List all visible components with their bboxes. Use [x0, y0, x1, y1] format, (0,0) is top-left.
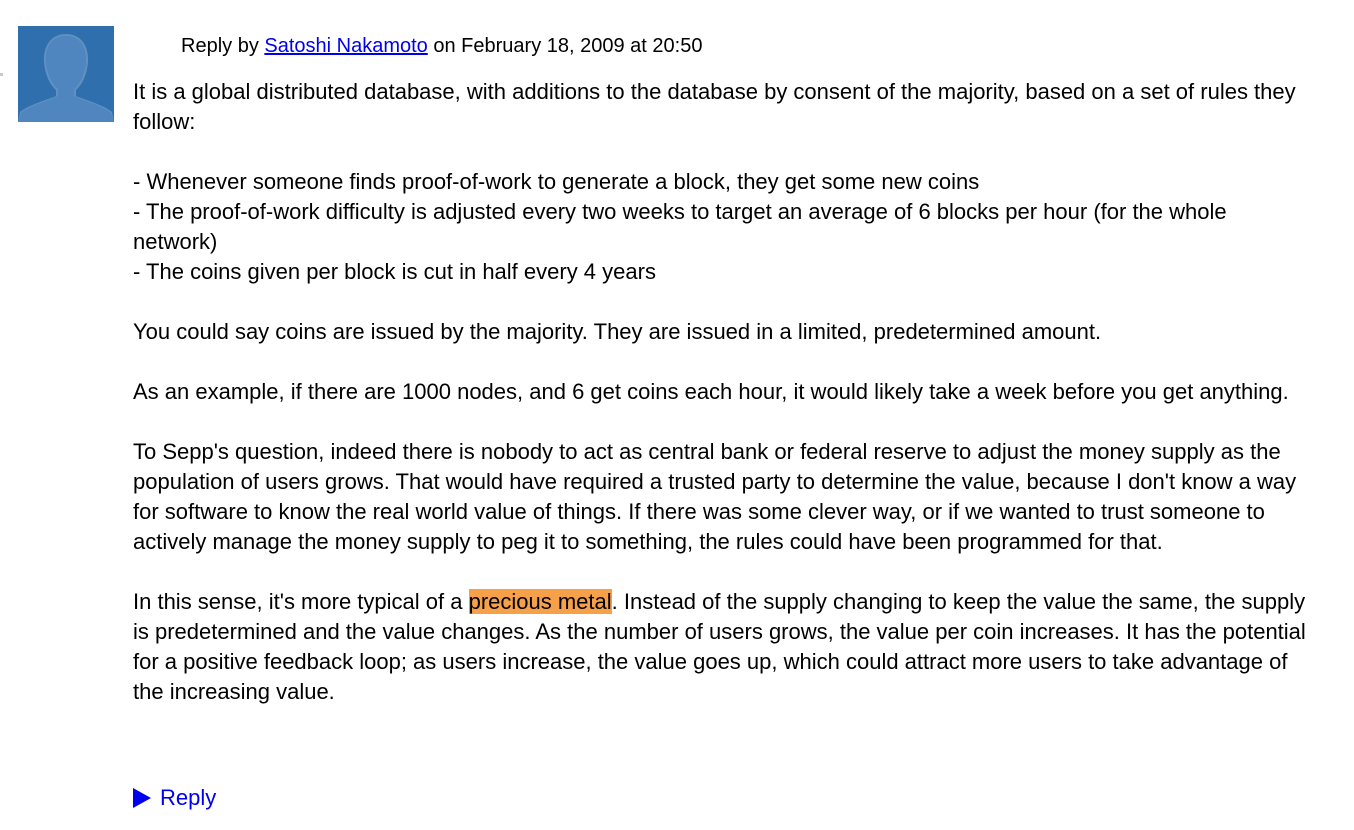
on-label: on — [433, 35, 456, 57]
comment-time: 20:50 — [652, 35, 703, 57]
highlighted-phrase: precious metal — [468, 589, 612, 614]
default-user-avatar-icon — [18, 26, 114, 122]
edge-marker — [0, 73, 3, 76]
comment-date: February 18, 2009 — [461, 35, 625, 57]
rule-list-item: - The coins given per block is cut in half every 4 years — [133, 259, 656, 284]
reply-by-label: Reply by — [181, 35, 259, 57]
reply-label: Reply — [160, 785, 217, 810]
comment-header — [181, 33, 702, 59]
paragraph-text-after: . Instead of the supply changing to keep the value the same, the supply is predetermined and the value changes. As the number of users grows, the value per coin increases. It has the potential for a positive feedback loop; as users increase, the value goes up, which could attract more users to take advantage of the increasing value. — [133, 589, 1306, 704]
paragraph-text-before: In this sense, it's more typical of a — [133, 589, 463, 614]
paragraph-example: As an example, if there are 1000 nodes, and 6 get coins each hour, it would likely take a week before you get anything. — [133, 379, 1289, 404]
paragraph-issuance: You could say coins are issued by the majority. They are issued in a limited, predetermined amount. — [133, 319, 1102, 344]
rule-list-item: - The proof-of-work difficulty is adjusted every two weeks to target an average of 6 blocks per hour (for the whole network) — [133, 199, 1227, 254]
at-label: at — [630, 35, 647, 57]
comment-body — [133, 77, 1313, 707]
paragraph-central-bank: To Sepp's question, indeed there is nobody to act as central bank or federal reserve to adjust the money supply as the population of users grows. That would have required a trusted party to determine the value, because I don't know a way for software to know the real world value of things. If there was some clever way, or if we wanted to trust someone to actively manage the money supply to peg it to something, the rules could have been programmed for that. — [133, 439, 1297, 554]
author-link[interactable]: Satoshi Nakamoto — [264, 35, 428, 57]
avatar — [18, 26, 114, 122]
rule-list-item: - Whenever someone finds proof-of-work to generate a block, they get some new coins — [133, 169, 980, 194]
play-triangle-icon — [133, 788, 151, 808]
paragraph-precious-metal — [133, 587, 1313, 707]
paragraph-intro: It is a global distributed database, with additions to the database by consent of the majority, based on a set of rules they follow: — [133, 79, 1296, 134]
reply-button[interactable] — [133, 783, 216, 813]
